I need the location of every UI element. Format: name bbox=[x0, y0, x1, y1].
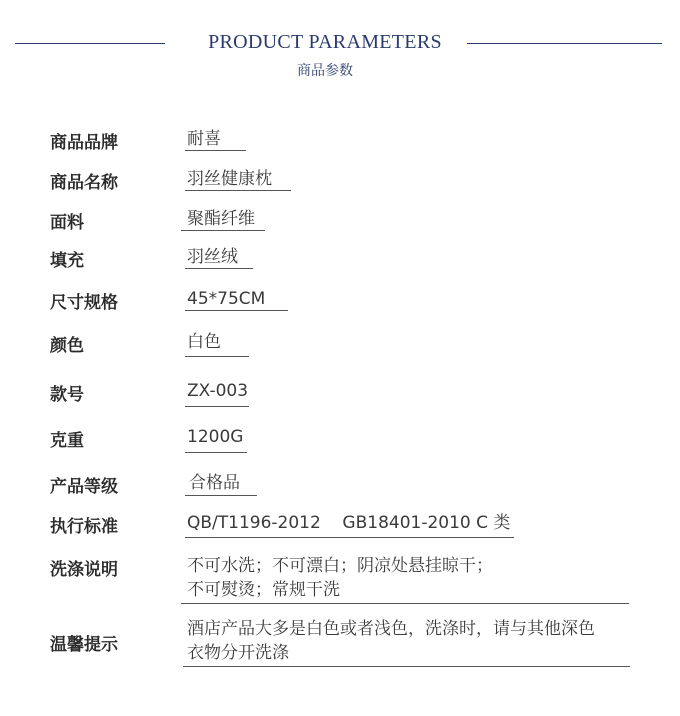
param-label: 尺寸规格 bbox=[50, 293, 118, 313]
value-underline bbox=[185, 268, 253, 269]
param-value: 羽丝绒 bbox=[187, 247, 238, 267]
param-value-line2: 不可熨烫；常规干洗 bbox=[187, 580, 340, 600]
param-label: 产品等级 bbox=[50, 477, 118, 497]
param-label: 执行标准 bbox=[50, 517, 118, 537]
param-label: 克重 bbox=[50, 431, 84, 451]
param-value-line1: 酒店产品大多是白色或者浅色，洗涤时，请与其他深色 bbox=[187, 619, 595, 639]
value-underline bbox=[181, 603, 629, 604]
value-underline bbox=[185, 537, 514, 538]
param-label: 商品品牌 bbox=[50, 133, 118, 153]
param-label: 商品名称 bbox=[50, 173, 118, 193]
value-underline bbox=[185, 150, 246, 151]
param-label: 颜色 bbox=[50, 336, 84, 356]
value-underline bbox=[185, 190, 291, 191]
value-underline bbox=[183, 666, 630, 667]
param-value: QB/T1196-2012 GB18401-2010 C 类 bbox=[187, 513, 511, 533]
page-title-cn: 商品参数 bbox=[297, 63, 353, 79]
param-label: 面料 bbox=[50, 213, 84, 233]
value-underline bbox=[181, 230, 265, 231]
param-label: 填充 bbox=[50, 251, 84, 271]
value-underline bbox=[185, 310, 288, 311]
value-underline bbox=[185, 406, 249, 407]
param-label: 款号 bbox=[50, 385, 84, 405]
param-value: 聚酯纤维 bbox=[187, 209, 255, 229]
param-value: 1200G bbox=[187, 427, 244, 447]
param-value: ZX-003 bbox=[187, 381, 249, 401]
param-value: 合格品 bbox=[189, 473, 240, 493]
param-label: 洗涤说明 bbox=[50, 560, 118, 580]
param-value-line2: 衣物分开洗涤 bbox=[187, 643, 289, 663]
param-value: 耐喜 bbox=[187, 129, 221, 149]
param-value: 45*75CM bbox=[187, 289, 266, 309]
param-value: 羽丝健康枕 bbox=[187, 169, 272, 189]
param-value: 白色 bbox=[187, 332, 221, 352]
value-underline bbox=[185, 495, 257, 496]
value-underline bbox=[185, 356, 249, 357]
param-label: 温馨提示 bbox=[50, 635, 118, 655]
value-underline bbox=[185, 452, 247, 453]
page-title-en: PRODUCT PARAMETERS bbox=[208, 31, 442, 53]
param-value-line1: 不可水洗；不可漂白；阴凉处悬挂晾干； bbox=[187, 556, 493, 576]
